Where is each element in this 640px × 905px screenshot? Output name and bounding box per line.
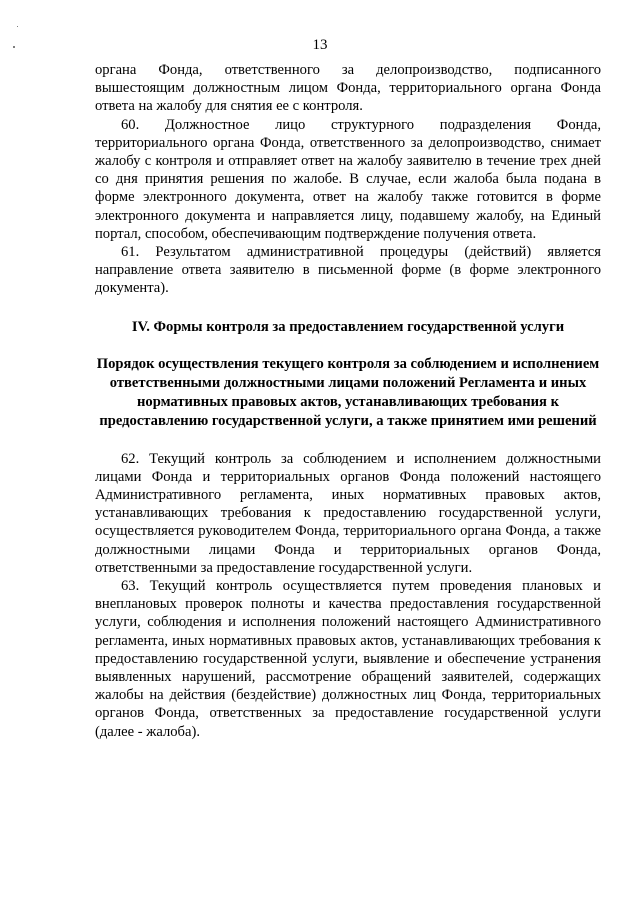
subsection-heading-text: Порядок осуществления текущего контроля за соблюдением и исполнением ответственными должностными лицами положений Регламента и иных нормативных правовых актов, устанавливающих требования к предоставлению государственной услуги, а также принятием ими решений: [96, 356, 600, 429]
scan-speck: [17, 26, 18, 27]
paragraph-60: 60. Должностное лицо структурного подразделения Фонда, территориального органа Фонда, ответственного за делопроизводство, снимает жалобу с контроля и отправляет ответ на жалобу заявителю в течение трех дней со дня принятия решения по жалобе. В случае, если жалоба была подана в форме электронного документа, ответ на жалобу также готовится в форме электронного документа и направляется лицу, подавшему жалобу, на Единый портал, способом, обеспечивающим подтверждение получения ответа.: [95, 116, 601, 242]
paragraph-59-continuation: органа Фонда, ответственного за делопроизводство, подписанного вышестоящим должностным лицом Фонда, территориального органа Фонда ответа на жалобу для снятия ее с контроля.: [95, 62, 601, 115]
paragraph-61: 61. Результатом административной процедуры (действий) является направление ответа заявителю в письменной форме (в форме электронного документа).: [95, 244, 601, 297]
section-heading: [95, 318, 601, 337]
paragraph-63: 63. Текущий контроль осуществляется путем проведения плановых и внеплановых проверок полноты и качества предоставления государственной услуги, соблюдения и исполнения положений настоящего Административного регламента, иных нормативных правовых актов, устанавливающих требования к предоставлению государственной услуги, выявление и обеспечение устранения выявленных нарушений, рассмотрение обращений заявителей, содержащих жалобы на действия (бездействие) должностных лиц Фонда, территориальных органов Фонда, ответственных за предоставление государственной услуги (далее - жалоба).: [95, 578, 601, 740]
section-heading-text: IV. Формы контроля за предоставлением государственной услуги: [131, 318, 565, 335]
page-number: 13: [312, 37, 328, 53]
paragraph-62: 62. Текущий контроль за соблюдением и исполнением должностными лицами Фонда и территориальных органов Фонда положений настоящего Административного регламента, иных нормативных правовых актов, устанавливающих требования к предоставлению государственной услуги, осуществляется руководителем Фонда, территориального органа Фонда, а также должностными лицами Фонда и территориальных органов Фонда, ответственными за предоставление государственной услуги.: [95, 450, 601, 576]
subsection-heading: [95, 355, 601, 430]
document-body: [95, 61, 601, 741]
